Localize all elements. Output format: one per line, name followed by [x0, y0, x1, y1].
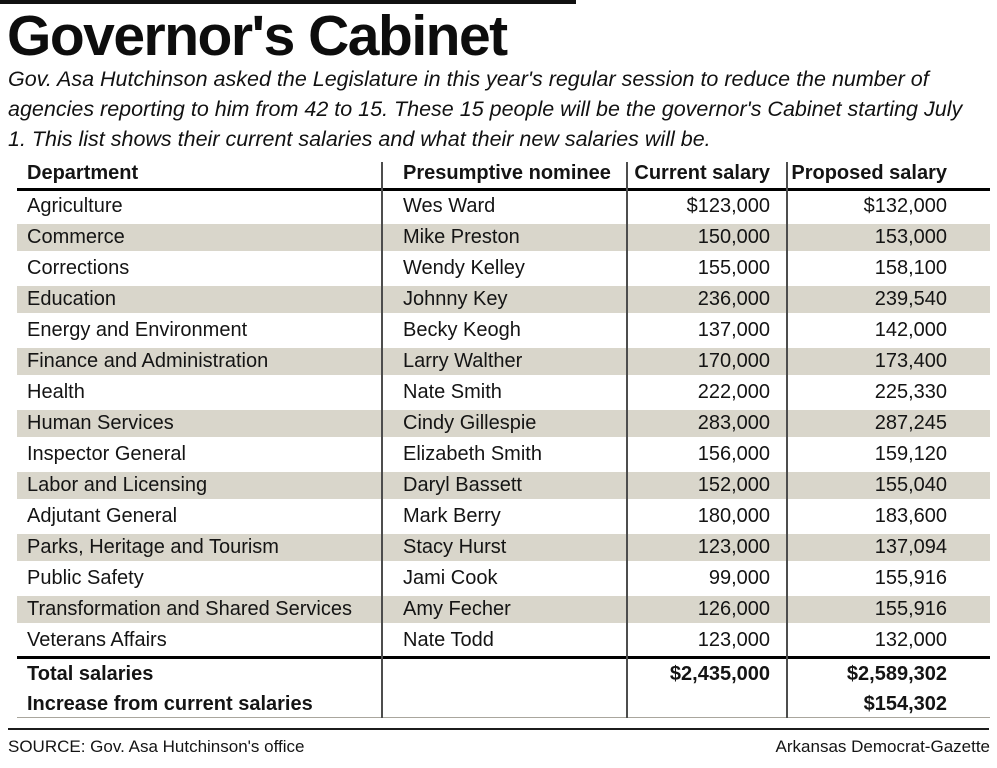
cell-current-salary: $123,000: [686, 195, 770, 217]
table-row: [17, 315, 990, 346]
cell-nominee: Mark Berry: [403, 505, 501, 527]
table-row: [17, 346, 990, 377]
cell-proposed-salary: $132,000: [863, 195, 947, 217]
cell-proposed-salary: 155,916: [874, 567, 947, 589]
table-row: [17, 625, 990, 656]
cell-department: Public Safety: [27, 567, 144, 589]
cell-nominee: Jami Cook: [403, 567, 498, 589]
cell-nominee: Elizabeth Smith: [403, 443, 542, 465]
cell-current-salary: 155,000: [697, 257, 770, 279]
source-credit: SOURCE: Gov. Asa Hutchinson's office: [8, 737, 305, 756]
table-row: [17, 284, 990, 315]
footer-rule: [8, 728, 989, 730]
cell-nominee: Johnny Key: [403, 288, 508, 310]
cell-department: Veterans Affairs: [27, 629, 167, 651]
increase-proposed-salary: $154,302: [863, 692, 947, 715]
cell-department: Corrections: [27, 257, 130, 279]
cell-current-salary: 170,000: [697, 350, 770, 372]
table-row: [17, 594, 990, 625]
total-label: Total salaries: [27, 662, 154, 685]
table-row: [17, 439, 990, 470]
cell-proposed-salary: 159,120: [874, 443, 947, 465]
cell-current-salary: 123,000: [697, 536, 770, 558]
table-row: [17, 501, 990, 532]
cell-department: Inspector General: [27, 443, 186, 465]
cell-current-salary: 137,000: [697, 319, 770, 341]
cell-proposed-salary: 287,245: [874, 412, 947, 434]
cell-proposed-salary: 132,000: [874, 629, 947, 651]
cell-department: Human Services: [27, 412, 174, 434]
cell-current-salary: 150,000: [697, 226, 770, 248]
cell-department: Parks, Heritage and Tourism: [27, 536, 279, 558]
cell-proposed-salary: 142,000: [874, 319, 947, 341]
table-row: [17, 470, 990, 501]
cell-proposed-salary: 239,540: [874, 288, 947, 310]
cell-current-salary: 99,000: [708, 567, 770, 589]
cell-proposed-salary: 137,094: [874, 536, 947, 558]
cell-current-salary: 180,000: [697, 505, 770, 527]
table-row: [17, 253, 990, 284]
cell-nominee: Nate Todd: [403, 629, 494, 651]
cell-department: Agriculture: [27, 195, 123, 217]
cell-nominee: Larry Walther: [403, 350, 523, 372]
cell-department: Education: [27, 288, 116, 310]
increase-label: Increase from current salaries: [27, 692, 313, 715]
cell-proposed-salary: 225,330: [874, 381, 947, 403]
cell-proposed-salary: 173,400: [874, 350, 947, 372]
table-row: [17, 191, 990, 222]
cell-nominee: Daryl Bassett: [403, 474, 522, 496]
cell-department: Commerce: [27, 226, 125, 248]
cell-nominee: Wendy Kelley: [403, 257, 525, 279]
cell-department: Labor and Licensing: [27, 474, 208, 496]
cell-current-salary: 236,000: [697, 288, 770, 310]
increase-row: [17, 689, 990, 719]
publisher-credit: Arkansas Democrat-Gazette: [775, 737, 990, 756]
cell-nominee: Mike Preston: [403, 226, 520, 248]
column-header-proposed-salary: Proposed salary: [791, 162, 947, 184]
cell-department: Energy and Environment: [27, 319, 248, 341]
column-header-current-salary: Current salary: [634, 162, 770, 184]
cell-current-salary: 222,000: [697, 381, 770, 403]
cell-current-salary: 152,000: [697, 474, 770, 496]
cell-nominee: Nate Smith: [403, 381, 502, 403]
table-body: [17, 191, 990, 656]
page-title: Governor's Cabinet: [7, 4, 507, 68]
cell-department: Health: [27, 381, 85, 403]
table-header-row: [17, 159, 990, 188]
cell-nominee: Wes Ward: [403, 195, 496, 217]
cell-proposed-salary: 155,916: [874, 598, 947, 620]
intro-line: Gov. Asa Hutchinson asked the Legislature in this year's regular session to reduce the number of: [8, 67, 929, 91]
table-row: [17, 563, 990, 594]
cell-nominee: Amy Fecher: [403, 598, 511, 620]
cell-nominee: Stacy Hurst: [403, 536, 507, 558]
cell-current-salary: 156,000: [697, 443, 770, 465]
cell-department: Adjutant General: [27, 505, 178, 527]
cell-current-salary: 123,000: [697, 629, 770, 651]
total-salaries-row: [17, 659, 990, 689]
cell-nominee: Becky Keogh: [403, 319, 521, 341]
cell-proposed-salary: 153,000: [874, 226, 947, 248]
table-row: [17, 222, 990, 253]
intro-line: agencies reporting to him from 42 to 15. These 15 people will be the governor's Cabinet starting July: [8, 97, 963, 121]
column-header-nominee: Presumptive nominee: [403, 162, 611, 184]
column-separator-line: [381, 162, 383, 718]
cell-proposed-salary: 158,100: [874, 257, 947, 279]
cell-proposed-salary: 183,600: [874, 505, 947, 527]
total-proposed-salary: $2,589,302: [846, 662, 947, 685]
total-current-salary: $2,435,000: [669, 662, 770, 685]
cell-department: Finance and Administration: [27, 350, 269, 372]
table-row: [17, 377, 990, 408]
cell-current-salary: 283,000: [697, 412, 770, 434]
cell-nominee: Cindy Gillespie: [403, 412, 537, 434]
table-totals: [17, 659, 990, 719]
intro-text: [8, 64, 962, 154]
table-row: [17, 408, 990, 439]
intro-line: 1. This list shows their current salaries and what their new salaries will be.: [8, 127, 711, 151]
cell-proposed-salary: 155,040: [874, 474, 947, 496]
table-bottom-line: [17, 717, 990, 718]
column-separator-line: [626, 162, 628, 718]
column-header-department: Department: [27, 162, 139, 184]
column-separator-line: [786, 162, 788, 718]
table-row: [17, 532, 990, 563]
cell-department: Transformation and Shared Services: [27, 598, 352, 620]
cell-current-salary: 126,000: [697, 598, 770, 620]
